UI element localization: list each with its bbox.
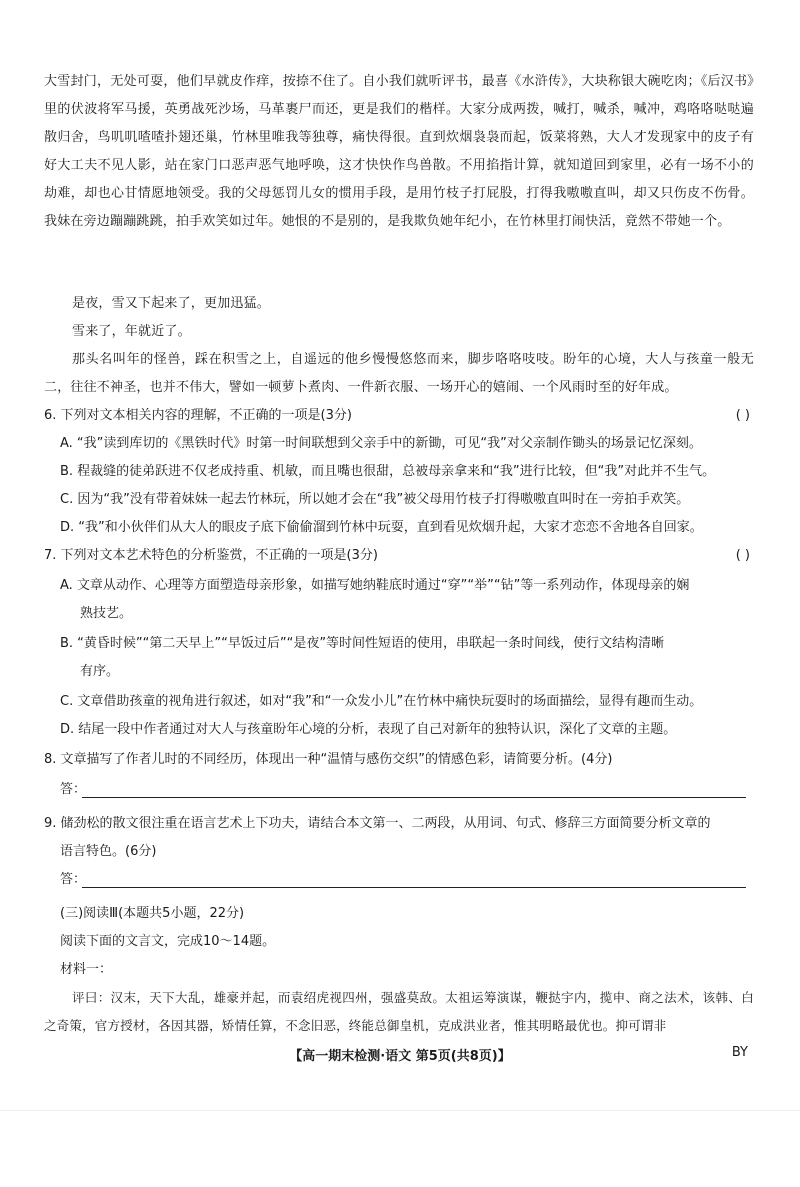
passage-paragraph-4: 那头名叫年的怪兽，踩在积雪之上，自遥远的他乡慢慢悠悠而来，脚步咯咯吱吱。盼年的心境，大人与孩童一般无二，往往不神圣，也并不伟大，譬如一顿萝卜煮肉、一件新衣服、一场开心的嬉闹、一个风雨时至的好年成。 (44, 352, 754, 395)
question-9-stem-line1: 9. 储劲松的散文很注重在语言艺术上下功夫，请结合本文第一、二两段，从用词、句式、修辞三方面简要分析文章的 (44, 816, 711, 831)
question-8-stem: 8. 文章描写了作者儿时的不同经历，体现出一种“温情与感伤交织”的情感色彩，请简要分析。(4分) (44, 752, 613, 767)
question-6 (44, 402, 754, 430)
page-footer: 【高一期末检测·语文 第5页(共8页)】 (289, 1049, 511, 1064)
material-1-label: 材料一： (60, 962, 113, 977)
question-6-option-a: A. “我”读到库切的《黑铁时代》时第一时间联想到父亲手中的新锄，可见“我”对父亲制作锄头的场景记忆深刻。 (60, 436, 702, 451)
question-7-option-b-line2: 有序。 (80, 664, 120, 679)
section-3-instruction: 阅读下面的文言文，完成10～14题。 (60, 934, 276, 949)
question-9-answer-label: 答： (60, 872, 87, 887)
question-8-answer-rule (82, 797, 746, 798)
question-9-stem-line2: 语言特色。(6分) (60, 844, 157, 859)
question-6-option-b: B. 程裁缝的徒弟跃进不仅老成持重、机敏，而且嘴也很甜，总被母亲拿来和“我”进行比较，但“我”对此并不生气。 (60, 464, 716, 479)
question-7-option-a-line1: A. 文章从动作、心理等方面塑造母亲形象，如描写她纳鞋底时通过“穿”“举”“钻”等一系列动作，体现母亲的娴 (60, 578, 690, 593)
question-7-option-d: D. 结尾一段中作者通过对大人与孩童盼年心境的分析，表现了自己对新年的独特认识，深化了文章的主题。 (60, 722, 677, 737)
page-bottom-divider (0, 1110, 800, 1111)
question-7-option-b-line1: B. “黄昏时候”“第二天早上”“早饭过后”“是夜”等时间性短语的使用，串联起一条时间线，使行文结构清晰 (60, 636, 665, 651)
question-7 (44, 542, 754, 570)
question-8-answer-label: 答： (60, 782, 87, 797)
question-9-answer-rule (82, 887, 746, 888)
question-7-stem: 7. 下列对文本艺术特色的分析鉴赏，不正确的一项是(3分) (44, 548, 378, 563)
question-9-answer-area[interactable] (60, 868, 746, 892)
question-7-option-a-line2: 熟技艺。 (80, 606, 133, 621)
question-6-stem: 6. 下列对文本相关内容的理解，不正确的一项是(3分) (44, 408, 352, 423)
question-6-option-c: C. 因为“我”没有带着妹妹一起去竹林玩，所以她才会在“我”被父母用竹枝子打得嗷嗷直叫时在一旁拍手欢笑。 (60, 492, 690, 507)
footer-code: BY (731, 1045, 748, 1060)
question-6-answer-paren[interactable]: ( ) (735, 408, 750, 423)
question-8-answer-area[interactable] (60, 778, 746, 802)
passage-paragraph-2: 是夜，雪又下起来了，更加迅猛。 (72, 296, 271, 311)
section-3-heading: (三)阅读Ⅲ(本题共5小题，22分) (60, 906, 245, 921)
question-6-option-d: D. “我”和小伙伴们从大人的眼皮子底下偷偷溜到竹林中玩耍，直到看见炊烟升起，大家才恋恋不舍地各自回家。 (60, 520, 703, 535)
passage-paragraph-1: 大雪封门，无处可耍，他们早就皮作痒，按捺不住了。自小我们就听评书，最喜《水浒传》，大块称银大碗吃肉；《后汉书》里的伏波将军马援，英勇战死沙场，马革裹尸而还，更是我们的楷样。大家分成两拨，喊打，喊杀，喊冲，鸡咯咯哒哒遍散归舍，鸟叽叽喳喳扑翅还巢，竹林里唯我等独尊，痛快得很。直到炊烟袅袅而起，饭菜将熟，大人才发现家中的皮子有好大工夫不见人影，站在家门口恶声恶气地呼唤，这才快快作鸟兽散。不用掐指计算，就知道回到家里，必有一场不小的劫难，却也心甘情愿地领受。我的父母惩罚儿女的惯用手段，是用竹枝子打屁股，打得我嗷嗷直叫，却又只伤皮不伤骨。我妹在旁边蹦蹦跳跳，拍手欢笑如过年。她恨的不是别的，是我欺负她年纪小，在竹林里打闹快活，竟然不带她一个。 (44, 74, 754, 229)
passage-paragraph-3: 雪来了，年就近了。 (72, 324, 191, 339)
question-7-answer-paren[interactable]: ( ) (735, 548, 750, 563)
question-7-option-c: C. 文章借助孩童的视角进行叙述，如对“我”和“一众发小儿”在竹林中痛快玩耍时的场面描绘，显得有趣而生动。 (60, 694, 703, 709)
material-1-text: 评曰：汉末，天下大乱，雄豪并起，而袁绍虎视四州，强盛莫敌。太祖运筹演谋，鞭挞宇内，揽申、商之法术，该韩、白之奇策，官方授材，各因其器，矫情任算，不念旧恶，终能总御皇机，克成洪业者，惟其明略最优也。抑可谓非 (44, 990, 754, 1033)
